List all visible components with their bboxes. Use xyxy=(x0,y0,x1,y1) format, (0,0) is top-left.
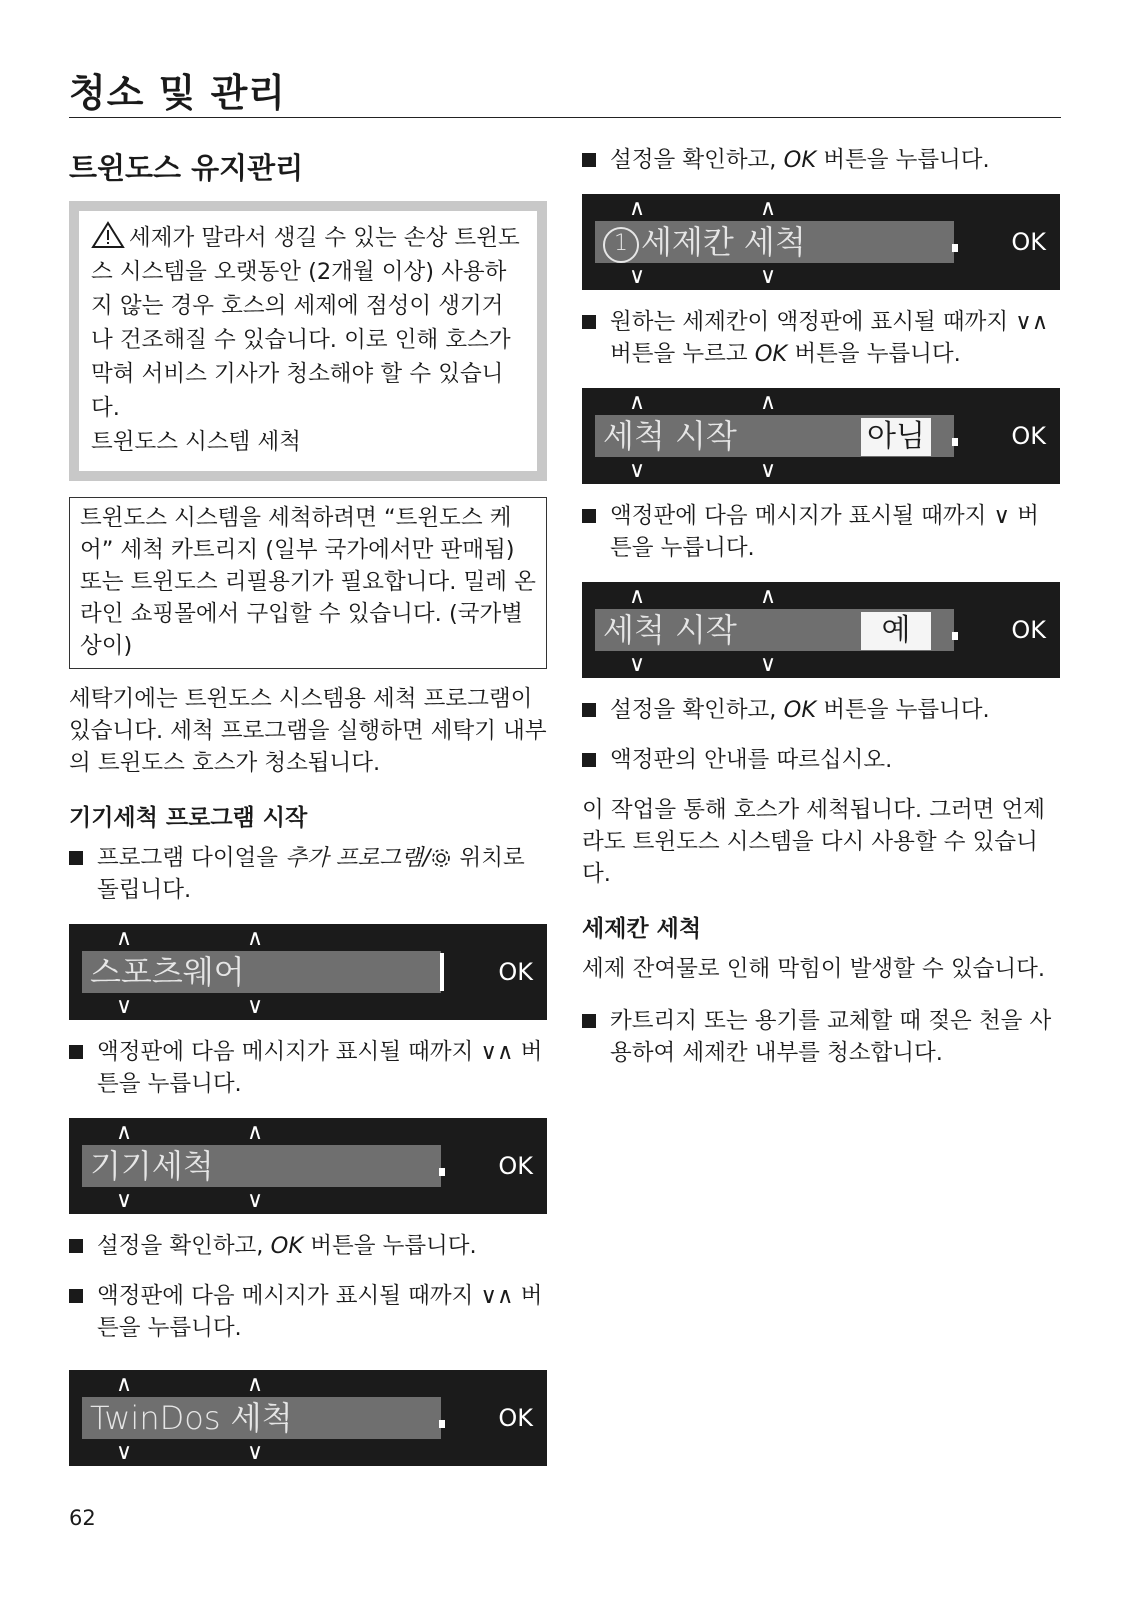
lcd-text: 스포츠웨어 xyxy=(90,953,245,991)
warning-triangle-icon xyxy=(91,221,125,249)
warning-subtitle: 트윈도스 시스템 세척 xyxy=(91,429,301,455)
lcd-display-twindos-clean xyxy=(69,1370,547,1466)
left-column xyxy=(69,140,547,1482)
step-select xyxy=(69,1036,547,1100)
lcd-display-machine-clean xyxy=(69,1118,547,1214)
scroll-indicator xyxy=(439,1420,445,1428)
lcd-display-start-yes xyxy=(582,582,1060,678)
step-italic: OK xyxy=(270,1233,304,1259)
lcd-text: TwinDos 세척 xyxy=(90,1399,293,1437)
down-arrow-icon[interactable]: ∨ xyxy=(759,652,777,677)
down-arrow-icon[interactable]: ∨ xyxy=(628,652,646,677)
up-arrow-icon[interactable]: ∧ xyxy=(115,926,133,951)
scroll-indicator xyxy=(439,1168,445,1176)
up-arrow-icon[interactable]: ∧ xyxy=(246,1120,264,1145)
lcd-text xyxy=(603,224,806,263)
bullet-icon xyxy=(582,509,596,523)
up-arrow-icon[interactable]: ∧ xyxy=(759,584,777,609)
up-arrow-icon[interactable]: ∧ xyxy=(759,390,777,415)
step-text-suffix: 버튼을 누릅니다. xyxy=(787,341,961,367)
lcd-text: 세척 시작 xyxy=(603,611,737,649)
down-arrow-icon[interactable]: ∨ xyxy=(115,1188,133,1213)
bullet-icon xyxy=(582,1014,596,1028)
lcd-screen xyxy=(82,951,441,993)
bullet-icon xyxy=(582,315,596,329)
result-paragraph: 이 작업을 통해 호스가 세척됩니다. 그러면 언제라도 트윈도스 시스템을 다시 사용할 수 있습니다. xyxy=(582,797,1046,887)
step-dial xyxy=(69,842,547,906)
step-text: 프로그램 다이얼을 xyxy=(97,845,286,871)
lcd-label: 세제칸 세척 xyxy=(641,223,806,261)
up-arrow-icon[interactable]: ∧ xyxy=(759,196,777,221)
down-arrow-icon[interactable]: ∨ xyxy=(246,1440,264,1465)
lcd-display-compartment xyxy=(582,194,1060,290)
right-column xyxy=(582,144,1060,1087)
step-text: 액정판에 다음 메시지가 표시될 때까지 ∨∧ 버튼을 누릅니다. xyxy=(97,1283,543,1341)
warning-box xyxy=(69,201,547,481)
step-text-suffix: 위치로 돌립니다. xyxy=(97,845,525,903)
ok-button[interactable]: OK xyxy=(1011,616,1046,644)
down-arrow-icon[interactable]: ∨ xyxy=(115,994,133,1019)
lcd-text: 세척 시작 xyxy=(603,417,737,455)
scroll-indicator xyxy=(440,953,444,991)
bullet-icon xyxy=(69,1289,83,1303)
ok-button[interactable]: OK xyxy=(498,958,533,986)
down-arrow-icon[interactable]: ∨ xyxy=(115,1440,133,1465)
step-text: 원하는 세제칸이 액정판에 표시될 때까지 ∨∧ 버튼을 누르고 xyxy=(610,309,1049,367)
scroll-indicator xyxy=(952,632,958,640)
step-text-suffix: 버튼을 누릅니다. xyxy=(303,1233,477,1259)
compartment-number-badge: 1 xyxy=(603,227,639,263)
title-divider xyxy=(69,117,1061,118)
down-arrow-icon[interactable]: ∨ xyxy=(759,264,777,289)
ok-button[interactable]: OK xyxy=(498,1404,533,1432)
step-select-twindos xyxy=(69,1280,547,1344)
down-arrow-icon[interactable]: ∨ xyxy=(759,458,777,483)
step-text: 액정판에 다음 메시지가 표시될 때까지 ∨ 버튼을 누릅니다. xyxy=(610,503,1039,561)
page-number: 62 xyxy=(69,1506,96,1530)
lcd-value-no[interactable]: 아님 xyxy=(861,418,931,456)
scroll-indicator xyxy=(952,438,958,446)
lcd-display-start-no xyxy=(582,388,1060,484)
bullet-icon xyxy=(582,153,596,167)
gear-icon xyxy=(430,846,452,868)
lcd-display-sportswear xyxy=(69,924,547,1020)
step-text: 설정을 확인하고, xyxy=(610,697,784,723)
step-text: 액정판의 안내를 따르십시오. xyxy=(610,747,893,773)
lcd-screen xyxy=(82,1145,441,1187)
note-box: 트윈도스 시스템을 세척하려면 “트윈도스 케어” 세척 카트리지 (일부 국가에서만 판매됨) 또는 트윈도스 리필용기가 필요합니다. 밀레 온라인 쇼핑몰에서 구입할 수 있습니다. (국가별 상이) xyxy=(69,497,547,669)
warning-content xyxy=(79,211,537,471)
lcd-value-yes[interactable]: 예 xyxy=(861,612,931,650)
step-italic: OK xyxy=(783,147,817,173)
up-arrow-icon[interactable]: ∧ xyxy=(115,1120,133,1145)
up-arrow-icon[interactable]: ∧ xyxy=(115,1372,133,1397)
lcd-screen xyxy=(595,221,954,263)
lcd-text: 기기세척 xyxy=(90,1147,214,1185)
step-text: 설정을 확인하고, xyxy=(97,1233,271,1259)
step-text: 카트리지 또는 용기를 교체할 때 젖은 천을 사용하여 세제칸 내부를 청소합니다. xyxy=(610,1008,1052,1066)
step-select-yes xyxy=(582,500,1060,564)
compartment-paragraph: 세제 잔여물로 인해 막힘이 발생할 수 있습니다. xyxy=(582,956,1046,982)
step-confirm-twindos xyxy=(582,144,1060,176)
up-arrow-icon[interactable]: ∧ xyxy=(628,390,646,415)
down-arrow-icon[interactable]: ∨ xyxy=(628,264,646,289)
bullet-icon xyxy=(69,1239,83,1253)
step-text-suffix: 버튼을 누릅니다. xyxy=(816,697,990,723)
down-arrow-icon[interactable]: ∨ xyxy=(246,994,264,1019)
lcd-screen xyxy=(82,1397,441,1439)
step-text: 설정을 확인하고, xyxy=(610,147,784,173)
down-arrow-icon[interactable]: ∨ xyxy=(246,1188,264,1213)
up-arrow-icon[interactable]: ∧ xyxy=(246,926,264,951)
ok-button[interactable]: OK xyxy=(1011,228,1046,256)
bullet-icon xyxy=(582,703,596,717)
step-confirm-start xyxy=(582,694,1060,726)
section-heading: 트윈도스 유지관리 xyxy=(69,151,304,185)
warning-text: 세제가 말라서 생길 수 있는 손상 트윈도스 시스템을 오랫동안 (2개월 이상) 사용하지 않는 경우 호스의 세제에 점성이 생기거나 건조해질 수 있습니다. 이로 인해 호스가 막혀 서비스 기사가 청소해야 할 수 있습니다. xyxy=(91,225,520,421)
bullet-icon xyxy=(69,1045,83,1059)
step-text-suffix: 버튼을 누릅니다. xyxy=(816,147,990,173)
up-arrow-icon[interactable]: ∧ xyxy=(628,196,646,221)
bullet-icon xyxy=(69,851,83,865)
step-italic: 추가 프로그램/ xyxy=(285,845,431,871)
step-italic: OK xyxy=(783,697,817,723)
start-program-heading: 기기세척 프로그램 시작 xyxy=(69,805,308,831)
compartment-heading: 세제칸 세척 xyxy=(582,916,702,942)
step-italic: OK xyxy=(754,341,788,367)
bullet-icon xyxy=(582,753,596,767)
up-arrow-icon[interactable]: ∧ xyxy=(246,1372,264,1397)
scroll-indicator xyxy=(952,244,958,252)
intro-paragraph: 세탁기에는 트윈도스 시스템용 세척 프로그램이 있습니다. 세척 프로그램을 실행하면 세탁기 내부의 트윈도스 호스가 청소됩니다. xyxy=(69,686,547,776)
ok-button[interactable]: OK xyxy=(1011,422,1046,450)
step-choose-compartment xyxy=(582,306,1060,370)
step-follow-instructions xyxy=(582,744,1060,776)
step-wipe-compartment xyxy=(582,1005,1060,1069)
ok-button[interactable]: OK xyxy=(498,1152,533,1180)
step-text: 액정판에 다음 메시지가 표시될 때까지 ∨∧ 버튼을 누릅니다. xyxy=(97,1039,543,1097)
step-confirm xyxy=(69,1230,547,1262)
down-arrow-icon[interactable]: ∨ xyxy=(628,458,646,483)
up-arrow-icon[interactable]: ∧ xyxy=(628,584,646,609)
page-title: 청소 및 관리 xyxy=(69,71,286,115)
